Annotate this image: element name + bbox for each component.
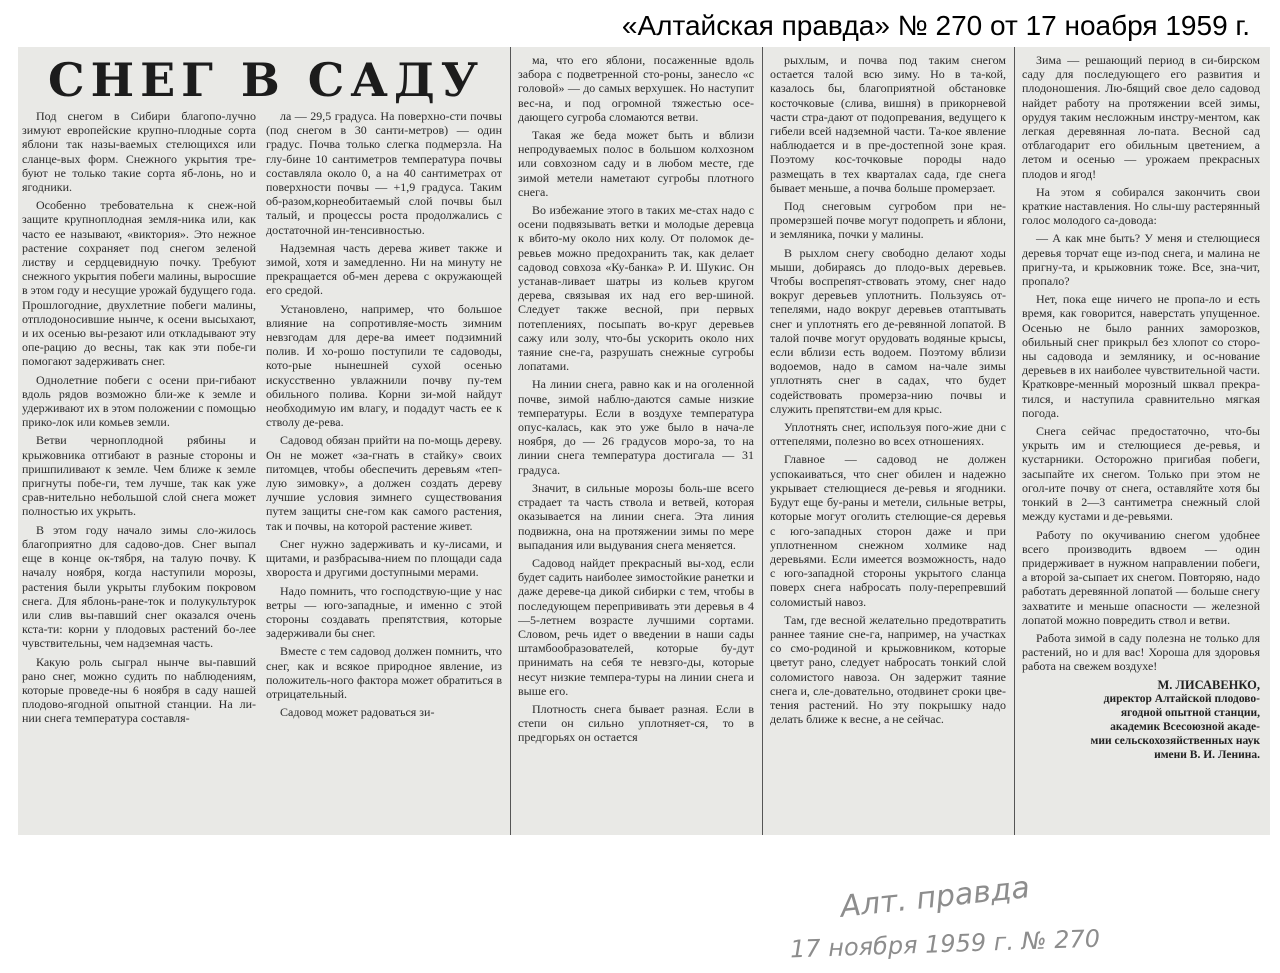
- paragraph: В рыхлом снегу свободно делают ходы мыши, добираясь до плодо-вых деревьев. Чтобы воспрепят-ствовать этому, снег надо вокруг деревьев уплотнить. Пользуясь от-тепелями, надо вокруг деревьев отаптывать снег и уплотнять его де-ревянной лопатой. В талой почве могут орудовать водяные крысы, если вблизи есть водоем. Поэтому вблизи водоемов, надо в самом на-чале зимы уплотнять снег в садах, что будет содействовать промерза-нию почвы и служить препятстви-ем для крыс.: [770, 245, 1006, 416]
- paragraph: Плотность снега бывает разная. Если в степи он сильно уплотняет-ся, то в предгорьях он остается: [518, 701, 754, 745]
- paragraph: Зима — решающий период в си-бирском саду для последующего его развития и плодоношения. Лю-бящий свое дело садовод найдет работу на протяжении всей зимы, орудуя таким несложным инстру-ментом, как легкая деревянная ло-пата. Весной сад отблагодарит его обильным цветением, а летом и осенью — урожаем прекрасных плодов и ягод!: [1022, 53, 1260, 181]
- paragraph: Снега сейчас предостаточно, что-бы укрыть им и стелющиеся де-ревья, и кустарники. Осторожно пригибая побеги, засыпайте их снегом. Только при этом не огол-ите почву от снега, оставляйте хотя бы тонкий в 2—3 сантиметра снежный слой между кустами и де-ревьями.: [1022, 424, 1260, 524]
- paragraph: Там, где весной желательно предотвратить раннее таяние сне-га, например, на участках со смо-родиной и крыжовником, которые цветут рано, следует набросать тонкий слой соломистого навоза. Он задержит таяние снега и, сле-довательно, отодвинет сроки цве-тения растений. Но эту покрышку надо делать ближе к весне, а не сейчас.: [770, 612, 1006, 727]
- article-column-2: [266, 109, 502, 831]
- author-signature: [1022, 678, 1260, 762]
- paragraph: Работу по окучиванию снегом удобнее всего производить вдвоем — один придерживает в нужном направлении побеги, а второй за-сыпает их снегом. Повторяю, надо работать деревянной лопатой — больше снегу захватите и меньше опасности — железной лопатой можно повредить ствол и ветви.: [1022, 527, 1260, 627]
- newspaper-clipping: [18, 47, 1270, 835]
- handwritten-note-title: Алт. правда: [838, 870, 1032, 925]
- paragraph: Особенно требовательна к снеж-ной защите крупноплодная земля-ника или, как часто ее называют, «виктория». Это нежное растение сохраняет под снегом зеленой листву и сердцевидную почку. Требуют снежного укрытия побеги малины, выросшие в этом году и несущие урожай будущего года. Прошлогодние, двухлетние побеги малины, отплодоносившие нынче, к осени высыхают, и их осенью вы-резают или откладывают эту опе-рацию до весны, так как эти побе-ги помогают задерживать снег.: [22, 198, 256, 369]
- article-column-1: [22, 109, 256, 831]
- paragraph: Снег нужно задерживать и ку-лисами, и щитами, и разбрасыва-нием по площади сада хвороста и другими доступными мерами.: [266, 536, 502, 580]
- article-column-5: [1022, 53, 1260, 833]
- column-rule: [1014, 47, 1015, 835]
- paragraph: Под снегом в Сибири благопо-лучно зимуют европейские крупно-плодные сорта яблони так назы-ваемых стелющихся или сланце-вых форм. Снежного укрытия тре-буют не только такие сорта яб-лонь, но и ягодники.: [22, 109, 256, 195]
- article-column-4: [770, 53, 1006, 833]
- paragraph: Надземная часть дерева живет также и зимой, хотя и замедленно. Ни на минуту не прекращается об-мен дерева с окружающей его средой.: [266, 240, 502, 298]
- paragraph: Надо помнить, что господствую-щие у нас ветры — юго-западные, и именно с этой стороны создавать препятствия, которые задерживали бы снег.: [266, 583, 502, 641]
- paragraph: Садовод может радоваться зи-: [280, 705, 435, 720]
- paragraph: Садовод обязан прийти на по-мощь дереву. Он не может «за-гнать в стайку» своих питомцев, чтобы обеспечить деревьям «теп-лую зимовку», а должен создать дереву лучшие условия зимнего существования путем защиты сне-гом как самого растения, так и почвы, на которой растение живет.: [266, 433, 502, 533]
- paragraph: Главное — садовод не должен успокаиваться, что снег обилен и надежно укрывает стелющиеся де-ревья и ягодники. Будут еще бу-раны и метели, сильные ветры, которые могут оголить стелющие-ся деревья с юго-западных сторон даже и при уплотненном снежном холмике над деревьями. Если имеется возможность, надо с юго-западной стороны укрытого сланца поверх снега набросать полу-перепревший соломистый навоз.: [770, 452, 1006, 609]
- paragraph: Во избежание этого в таких ме-стах надо с осени подвязывать ветки и молодые деревца к вбито-му около них колу. От поломок де-ревьев можно предохранить так, как делает садовод совхоза «Ку-банка» Р. И. Шукис. Он устанав-ливает шатры из кольев кругом дерева, связывая их над его вер-шиной. Следует также весной, при первых потеплениях, посыпать во-круг деревьев сажу или золу, что-бы ускорить около них таяние сне-га, разрушать снежные сугробы лопатами.: [518, 203, 754, 374]
- column-rule: [510, 47, 511, 835]
- paragraph: Ветви черноплодной рябины и крыжовника отгибают в разные стороны и пришпиливают к земле. Чем ближе к земле пригнуты побе-ги, тем лучше, так как уже срав-нительно небольшой слой снега может полностью их укрыть.: [22, 433, 256, 519]
- paragraph: Установлено, например, что большое влияние на сопротивляе-мость зимним невзгодам для дере-ва имеет подзимний полив. И хо-рошо поступили те садоводы, кото-рые нынешней сухой осенью искусственно увлажнили почву пу-тем обильного полива. Корни зи-мой найдут необходимую им влагу, и подадут часть ее к стволу де-рева.: [266, 301, 502, 430]
- paragraph: Такая же беда может быть и вблизи непродуваемых полос в большом колхозном или совхозном саду и в любом месте, где зимой метели наметают сугробы плотного снега.: [518, 128, 754, 199]
- paragraph: На этом я собирался закончить свои краткие наставления. Но слы-шу растерянный голос молодого са-довода:: [1022, 184, 1260, 228]
- source-caption: «Алтайская правда» № 270 от 17 ноабря 1959 г.: [621, 10, 1250, 41]
- paragraph: Садовод найдет прекрасный вы-ход, если будет садить наиболее зимостойкие ранетки и даже дереве-ца дикой сибирки с тем, чтобы в последующем перепрививать эти деревья в 4—5-летнем возрасте лучшими сортами. Словом, речь идет о введении в наши сады штамбообразователей, которые бу-дут принимать на себя те невзго-ды, которые несут низкие темпера-туры на линии снега и выше его.: [518, 555, 754, 698]
- author-title-line: ягодной опытной станции,: [1120, 706, 1260, 719]
- column-rule: [762, 47, 763, 835]
- paragraph: ма, что его яблони, посаженные вдоль забора с подветренной сто-роны, занесло «с головой» — до самых верхушек. Но наступит вес-на, и под огромной тяжестью осе-дающего сугроба сломаются ветви.: [518, 53, 754, 124]
- paragraph: Однолетние побеги с осени при-гибают вдоль рядов возможно бли-же к земле и удерживают их в этом положении с помощью прико-лок или комьев земли.: [22, 372, 256, 430]
- author-title-line: академик Всесоюзной акаде-: [1110, 720, 1260, 733]
- author-title-line: мии сельскохозяйственных наук: [1090, 734, 1260, 747]
- paragraph: Работа зимой в саду полезна не только для растений, но и для вас! Хороша для здоровья работа на свежем воздухе!: [1022, 630, 1260, 674]
- paragraph: ла — 29,5 градуса. На поверхно-сти почвы (под снегом в 30 санти-метров) — один градус. Почва только слегка подмерзла. На глу-бине 10 сантиметров температура почвы составляла около 0, а на 40 сантиметрах от поверхности почвы — +1,9 градуса. Таким об-разом,корнеобитаемый слой почвы был талый, и процессы роста продолжались с достаточной ин-тенсивностью.: [266, 109, 502, 237]
- author-title-line: имени В. И. Ленина.: [1154, 748, 1260, 761]
- paragraph: Нет, пока еще ничего не пропа-ло и есть время, как говорится, наверстать упущенное. Осенью не было ранних заморозков, обильный снег прикрыл без хлопот со сторо-ны садовода и землянику, и ос-нование деревьев в их наиболее чувствительной части. Кратковре-менный морозный шквал прекра-тился, и наступила сравнительно мягкая погода.: [1022, 292, 1260, 420]
- author-name: М. ЛИСАВЕНКО,: [1157, 677, 1260, 692]
- paragraph: На линии снега, равно как и на оголенной почве, зимой наблю-даются самые низкие температуры. Если в воздухе температура опус-калась, как это уже было в нача-ле ноября, до — 26 градусов моро-за, то на линии снега температура достигала — 31 градуса.: [518, 377, 754, 477]
- paragraph: рыхлым, и почва под таким снегом остается талой всю зиму. Но в та-кой, казалось бы, благоприятной обстановке косточковые (слива, вишня) в прикорневой части стра-дают от подопревания, ведущего к гибели всей надземной части. Та-кое явление наблюдается и в пре-достепной зоне края. Поэтому кос-точковые породы надо размещать в тех кварталах сада, где снега бывает меньше, а почва больше промерзает.: [770, 53, 1006, 195]
- paragraph: В этом году начало зимы сло-жилось благоприятно для садово-дов. Снег выпал еще в конце ок-тября, на талую почву. К началу ноября, когда наступили морозы, растения были укрыты глубоким покровом снега. Для яблонь-ране-ток и полукультурок или слив вы-павший снег оказался очень кста-ти: корни у плодовых растений бо-лее чувствительны, чем надземная часть.: [22, 522, 256, 651]
- paragraph: Какую роль сыграл нынче вы-павший рано снег, можно судить по наблюдениям, которые проведе-ны 6 ноября в саду нашей плодово-ягодной опытной станции. На ли-нии снега температура составля-: [22, 654, 256, 726]
- paragraph: Вместе с тем садовод должен помнить, что снег, как и всякое природное явление, из положитель-ного фактора может обратиться в отрицательный.: [266, 644, 502, 701]
- paragraph: Уплотнять снег, используя пого-жие дни с оттепелями, полезно во всех отношениях.: [770, 420, 1006, 449]
- paragraph: Под снеговым сугробом при не-промерзшей почве могут подопреть и яблони, и земляника, почки у малины.: [770, 199, 1006, 242]
- article-headline: СНЕГ В САДУ: [48, 53, 485, 107]
- article-column-3: [518, 53, 754, 833]
- handwritten-note-date: 17 ноября 1959 г. № 270: [789, 924, 1101, 964]
- author-title-line: директор Алтайской плодово-: [1103, 692, 1260, 705]
- paragraph: Значит, в сильные морозы боль-ше всего страдает та часть ствола и ветвей, которая оказывается на линии снега. Эта линия подвижна, она на протяжении зимы по мере выпадания или выдувания снега меняется.: [518, 480, 754, 552]
- paragraph: — А как мне быть? У меня и стелющиеся деревья торчат еще из-под снега, и малина не пригну-та, и крыжовник тоже. Все, зна-чит, пропало?: [1022, 231, 1260, 289]
